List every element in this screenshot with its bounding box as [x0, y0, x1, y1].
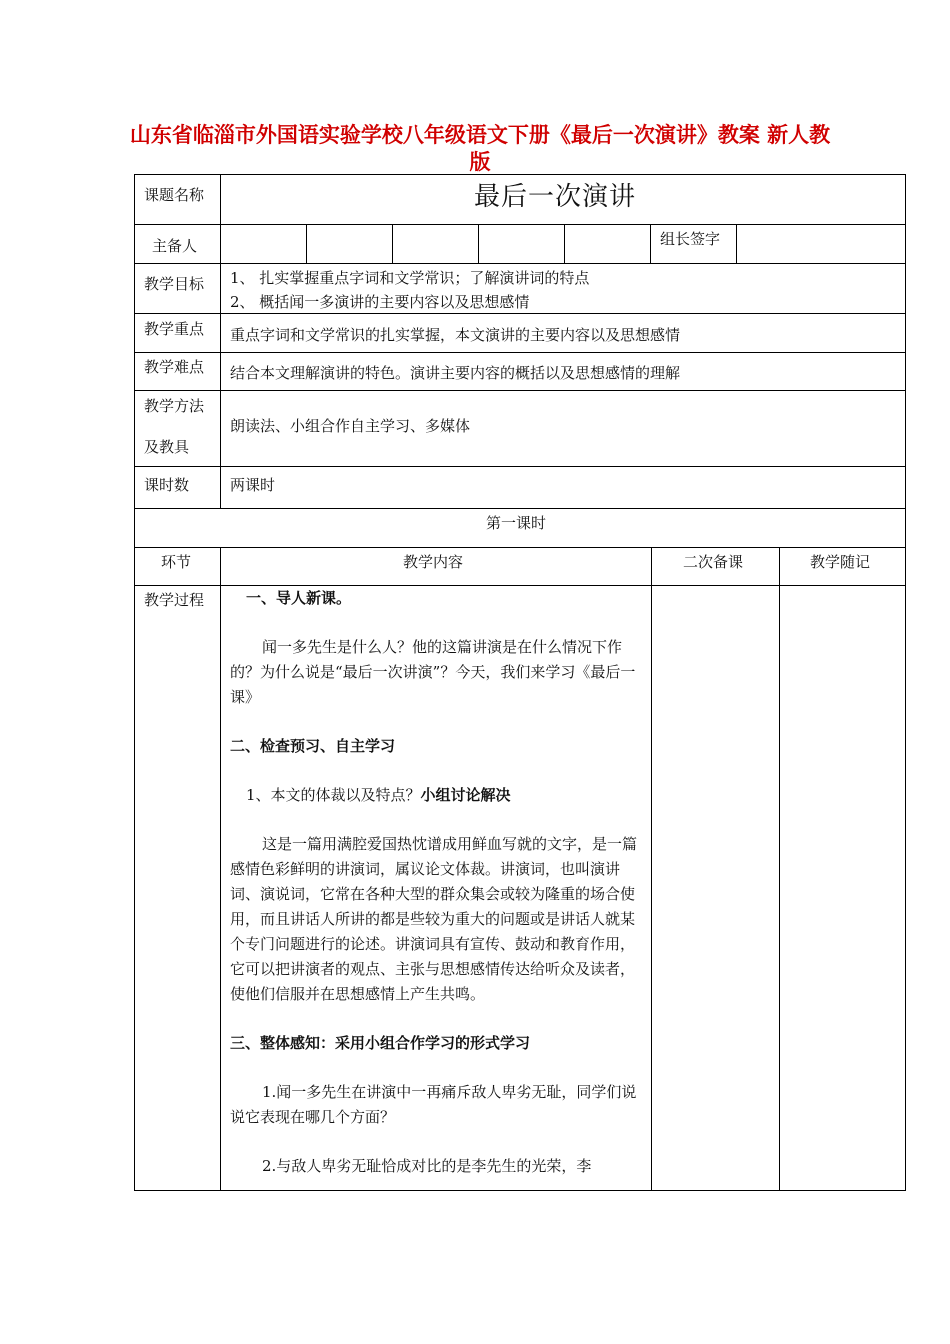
goals-label: 教学目标: [144, 275, 205, 293]
leader-sign-label: 组长签字: [660, 230, 721, 248]
process-label: 教学过程: [144, 591, 205, 609]
document-title: 山东省临淄市外国语实验学校八年级语文下册《最后一次演讲》教案 新人教版: [129, 123, 831, 174]
hours-label: 课时数: [144, 476, 190, 494]
preparer-label: 主备人: [152, 237, 198, 255]
lesson-title: 最后一次演讲: [474, 182, 637, 212]
goal-item-1: 1、 扎实掌握重点字词和文学常识；了解演讲词的特点: [230, 269, 590, 287]
difficulty-value: 结合本文理解演讲的特色。演讲主要内容的概括以及思想感情的理解: [230, 364, 681, 382]
section-heading-1: 一、导人新课。: [246, 589, 352, 607]
method-label-line1: 教学方法: [144, 397, 205, 415]
section-heading-2: 二、检查预习、自主学习: [230, 737, 396, 755]
paragraph-intro: 闻一多先生是什么人？他的这篇讲演是在什么情况下作的？为什么说是“最后一次讲演”？今天，我们来学习《最后一课》: [230, 638, 636, 706]
key-point-label: 教学重点: [144, 320, 205, 338]
teaching-content: [230, 586, 638, 1179]
method-value: 朗读法、小组合作自主学习、多媒体: [230, 417, 471, 435]
lesson-header: 第一课时: [486, 514, 547, 532]
col-header-stage: 环节: [161, 553, 192, 571]
method-label-line2: 及教具: [144, 438, 190, 456]
col-header-notes: 教学随记: [810, 553, 871, 571]
topic-label: 课题名称: [144, 186, 205, 204]
hours-value: 两课时: [230, 476, 276, 494]
key-point-value: 重点字词和文学常识的扎实掌握，本文演讲的主要内容以及思想感情: [230, 326, 681, 344]
question-1-text: 1、本文的体裁以及特点？: [246, 786, 421, 804]
col-header-second-prep: 二次备课: [683, 553, 744, 571]
paragraph-question-a: 1.闻一多先生在讲演中一再痛斥敌人卑劣无耻，同学们说说它表现在哪几个方面？: [230, 1083, 637, 1126]
paragraph-genre: 这是一篇用满腔爱国热忱谱成用鲜血写就的文字，是一篇感情色彩鲜明的讲演词，属议论文体裁。讲演词，也叫演讲词、演说词，它常在各种大型的群众集会或较为隆重的场合使用，而且讲话人所讲的都是些较为重大的问题或是讲话人就某个专门问题进行的论述。讲演词具有宣传、鼓动和教育作用，它可以把讲演者的观点、主张与思想感情传达给听众及读者，使他们信服并在思想感情上产生共鸣。: [230, 835, 638, 1003]
section-heading-3: 三、整体感知：采用小组合作学习的形式学习: [230, 1034, 531, 1052]
paragraph-question-b: 2.与敌人卑劣无耻恰成对比的是李先生的光荣，李: [262, 1157, 592, 1175]
goal-item-2: 2、 概括闻一多演讲的主要内容以及思想感情: [230, 293, 530, 311]
difficulty-label: 教学难点: [144, 358, 205, 376]
question-1-emphasis: 小组讨论解决: [420, 786, 511, 804]
question-1: [230, 783, 638, 808]
col-header-content: 教学内容: [403, 553, 464, 571]
